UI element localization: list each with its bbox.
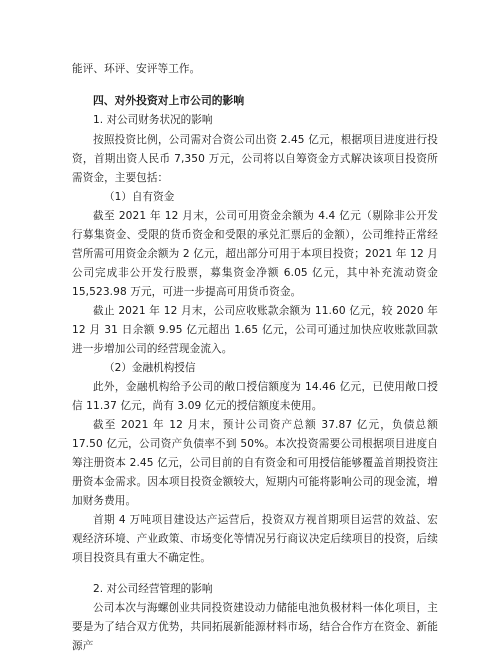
paragraph-investment-ratio: 按照投资比例，公司需对合资公司出资 2.45 亿元，根据项目进度进行投资，首期出资人民币 7,350 万元，公司将以自筹资金方式解决该项目投资所需资金，主要包括： <box>72 134 438 184</box>
subsection-credit: （2）金融机构授信 <box>104 362 196 374</box>
paragraph-assets-liabilities: 截至 2021 年 12 月末，预计公司资产总额 37.87 亿元，负债总额 17.50 亿元，公司资产负债率不到 50%。本次投资需要公司根据项目进度自筹注册资本 2.45 亿元，公司目前的自有资金和可用授信能够覆盖首期投资注册资本金需求。因本项目投资金额较大，短期内可能将影响公司的现金流，增加财务费用。 <box>72 419 438 507</box>
paragraph-receivables: 截止 2021 年 12 月末，公司应收账款余额为 11.60 亿元，较 2020 年 12 月 31 日余额 9.95 亿元超出 1.65 亿元，公司可通过加快应收账款回款进一步增加公司的经营现金流入。 <box>72 305 438 355</box>
paragraph-follow-up-projects: 首期 4 万吨项目建设达产运营后，投资双方视首期项目运营的效益、宏观经济环境、产业政策、市场变化等情况另行商议决定后续项目的投资，后续项目投资具有重大不确定性。 <box>72 514 438 564</box>
paragraph-credit-lines: 此外，金融机构给予公司的敞口授信额度为 14.46 亿元，已使用敞口授信 11.37 亿元，尚有 3.09 亿元的授信额度未使用。 <box>72 381 438 412</box>
section-heading: 四、对外投资对上市公司的影响 <box>93 94 245 107</box>
paragraph-continuation: 能评、环评、安评等工作。 <box>72 63 201 75</box>
subsection-heading-1: 1. 对公司财务状况的影响 <box>93 114 213 126</box>
subsection-own-funds: （1）自有资金 <box>104 191 175 203</box>
paragraph-operations-impact: 公司本次与海螺创业共同投资建设动力储能电池负极材料一体化项目，主要是为了结合双方优势，共同拓展新能源材料市场，结合合作方在资金、新能源产 <box>72 602 438 652</box>
subsection-heading-2: 2. 对公司经营管理的影响 <box>93 583 213 595</box>
document-body <box>72 0 438 656</box>
paragraph-available-funds: 截至 2021 年 12 月末，公司可用资金余额为 4.4 亿元（剔除非公开发行募集资金、受限的货币资金和受限的承兑汇票后的金额），公司维持正常经营所需可用资金余额为 2 亿元，超出部分可用于本项目投资；2021 年 12 月公司完成非公开发行股票，募集资金净额 6.05 亿元，其中补充流动资金 15,523.98 万元，可进一步提高可用货币资金。 <box>72 210 438 298</box>
